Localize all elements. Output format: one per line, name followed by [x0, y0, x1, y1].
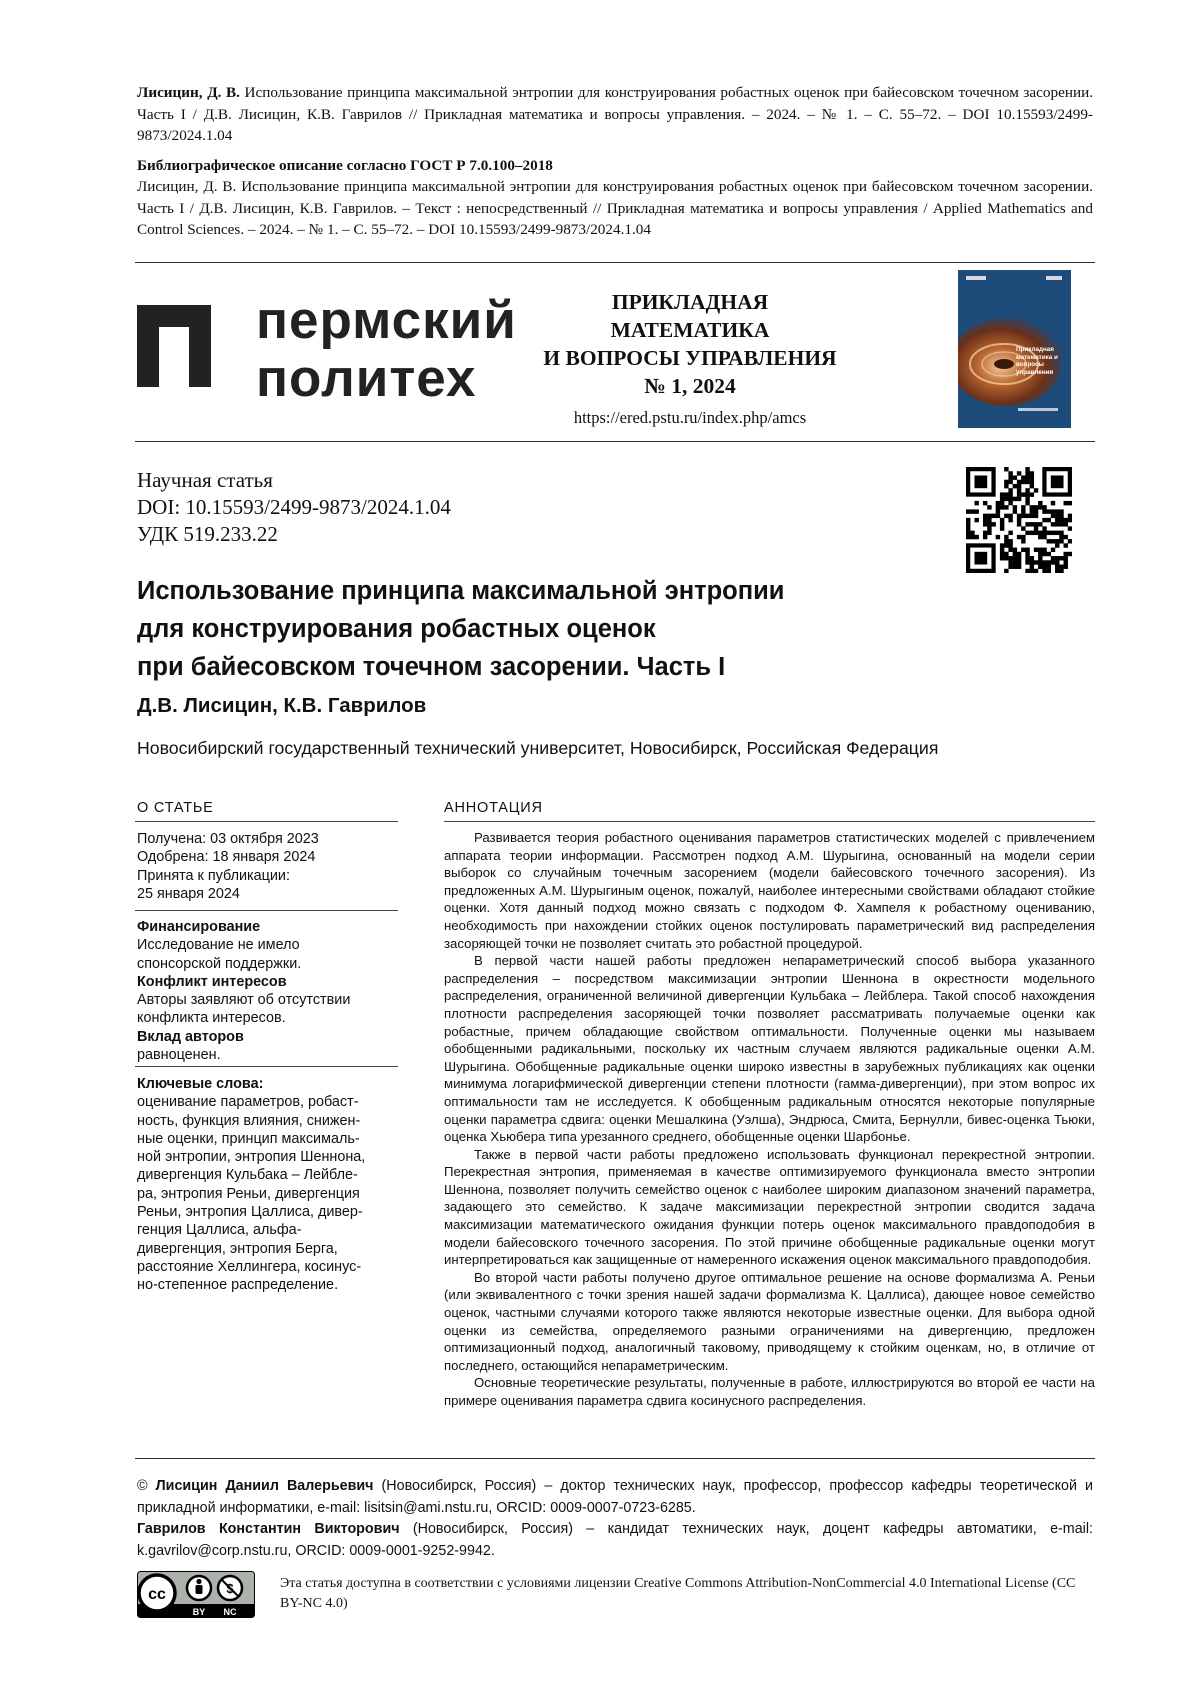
- about-heading: О СТАТЬЕ: [137, 800, 214, 816]
- title-line-2: для конструирования робастных оценок: [137, 610, 977, 648]
- article-doi[interactable]: DOI: 10.15593/2499-9873/2024.1.04: [137, 494, 451, 521]
- keywords-line: ность, функция влияния, снижен-: [137, 1112, 395, 1130]
- contribution-label: Вклад авторов: [137, 1029, 244, 1045]
- accepted-date: 25 января 2024: [137, 885, 395, 903]
- keywords-line: но-степенное распределение.: [137, 1276, 395, 1294]
- journal-title-line-2: И ВОПРОСЫ УПРАВЛЕНИЯ: [540, 344, 840, 372]
- article-type: Научная статья: [137, 467, 451, 494]
- article-udk: УДК 519.233.22: [137, 521, 451, 548]
- citation-text: Использование принципа максимальной энтропии для конструирования робастных оценок при байесовском точечном засорении. Часть I / Д.В. Лисицин, К.В. Гаврилов // Прикладная математика и вопросы управления. – 2024. – № 1. – С. 55–72. – DOI 10.15593/2499-9873/2024.1.04: [137, 84, 1093, 144]
- accepted-label: Принята к публикации:: [137, 867, 395, 885]
- nc-label: NC: [224, 1607, 237, 1617]
- gost-heading: Библиографическое описание согласно ГОСТ Р 7.0.100–2018: [137, 157, 553, 174]
- author-2-info: [137, 1519, 1093, 1562]
- svg-text:$: $: [226, 1581, 234, 1596]
- gost-reference: [137, 155, 1093, 241]
- author-info: [137, 1476, 1093, 1563]
- journal-cover-image: [958, 270, 1071, 428]
- gost-text: Лисицин, Д. В. Использование принципа максимальной энтропии для конструирования робастных оценок при байесовском точечном засорении. Часть I / Д.В. Лисицин, К.В. Гаврилов. – Текст : непосредственный // Прикладная математика и вопросы управления / Applied Mathematics and Control Sciences. – 2024. – № 1. – С. 55–72. – DOI 10.15593/2499-9873/2024.1.04: [137, 178, 1093, 238]
- citation-author: Лисицин, Д. В.: [137, 84, 240, 101]
- abstract-paragraph: В первой части нашей работы предложен непараметрический способ выбора указанного распределения – посредством максимизации энтропии Шеннона в окрестности модельного распределения, ограниченной величиной дивергенции Кульбака – Лейблера. Такой способ нахождения плотности распределения засоряющей точки позволяет рассматривать получаемые оценки как робастные, причем обладающие свойством оптимальности. Полученные оценки мы называем обобщенными радикальными, поскольку их частным случаем являются радикальные оценки А.М. Шурыгина. Обобщенные радикальные оценки широко известны в зарубежных публикациях как оценки минимума логарифмической дивергенции степени плотности (гамма-дивергенции), при этом вопрос их оптимальности там не исследуется. К обобщенным радикальным относятся некоторые популярные оценки параметра сдвига: оценки Мешалкина (Уэлша), Эндрюса, Смита, Бернулли, бивес-оценка Тьюки, оценка Хьюбера типа урезанного среднего, обобщенные оценки Шарбонье.: [444, 952, 1095, 1146]
- keywords-line: ные оценки, принцип максималь-: [137, 1130, 395, 1148]
- cc-label: cc: [148, 1586, 166, 1603]
- contribution-text: равноценен.: [137, 1046, 395, 1064]
- by-label: BY: [193, 1607, 206, 1617]
- keywords-line: дивергенция Кульбака – Лейбле-: [137, 1166, 395, 1184]
- citation-block: [137, 82, 1093, 249]
- article-meta: [137, 467, 451, 548]
- citation-reference: [137, 82, 1093, 147]
- copyright-sign: ©: [137, 1478, 148, 1494]
- keywords-line: расстояние Хеллингера, косинус-: [137, 1258, 395, 1276]
- dates-rule: [135, 910, 398, 911]
- abstract-paragraph: Также в первой части работы предложено использовать функционал перекрестной энтропии. Перекрестная энтропия, применяемая в качестве оптимизируемого функционала вместо энтропии Шеннона, позволяет получить семейство оценок с наиболее широким диапазоном значений параметра, задающего это семейство. К задаче максимизации перекрестной энтропии сводится задача максимизации математического ожидания функции потерь оценок максимального правдоподобия в модели байесовского точечного засорения. По этой причине обобщенные радикальные оценки могут интерпретироваться как защищенные от намеренного искажения оценок максимального правдоподобия.: [444, 1146, 1095, 1269]
- conflict-line-1: Авторы заявляют об отсутствии: [137, 991, 395, 1009]
- author-1-name: Лисицин Даниил Валерьевич: [156, 1478, 374, 1494]
- pnrpu-logo-text: [256, 292, 517, 408]
- keywords-line: ра, энтропия Реньи, дивергенция: [137, 1185, 395, 1203]
- cover-title: Прикладная математика и вопросы управления: [1016, 346, 1068, 376]
- body-divider: [135, 1458, 1095, 1459]
- keywords-line: генция Цаллиса, альфа-: [137, 1221, 395, 1239]
- received-date: Получена: 03 октября 2023: [137, 830, 395, 848]
- keywords-line: Реньи, энтропия Цаллиса, дивер-: [137, 1203, 395, 1221]
- journal-url[interactable]: https://ered.pstu.ru/index.php/amcs: [540, 404, 840, 432]
- conflict-label: Конфликт интересов: [137, 974, 287, 990]
- keywords-label: Ключевые слова:: [137, 1076, 263, 1092]
- license-text: Эта статья доступна в соответствии с условиями лицензии Creative Commons Attribution-NonCommercial 4.0 International License (CC BY-NC 4.0): [280, 1574, 1092, 1614]
- qr-code-icon: [966, 467, 1072, 573]
- abstract-rule: [444, 821, 1095, 822]
- funding-label: Финансирование: [137, 919, 260, 935]
- keywords-line: оценивание параметров, робаст-: [137, 1093, 395, 1111]
- journal-issue: № 1, 2024: [540, 372, 840, 400]
- journal-info: [540, 288, 840, 432]
- article-authors: Д.В. Лисицин, К.В. Гаврилов: [137, 694, 426, 718]
- header-divider: [135, 441, 1095, 442]
- author-1-details: (Новосибирск, Россия) – доктор технических наук, профессор, профессор кафедры теоретической и прикладной информатики, e-mail: lisitsin@ami.nstu.ru, ORCID: 0009-0007-0723-6285.: [137, 1478, 1093, 1516]
- author-2-details: (Новосибирск, Россия) – кандидат технических наук, доцент кафедры автоматики, e-mail: k.gavrilov@corp.nstu.ru, ORCID: 0009-0001-9252-9942.: [137, 1521, 1093, 1559]
- author-1-info: [137, 1476, 1093, 1519]
- keywords-line: дивергенция, энтропия Берга,: [137, 1240, 395, 1258]
- article-declarations: [137, 918, 395, 1064]
- pnrpu-logo-mark: [137, 305, 211, 387]
- journal-title-line-1: ПРИКЛАДНАЯ МАТЕМАТИКА: [540, 288, 840, 344]
- about-rule: [135, 821, 398, 822]
- logo-line-1: пермский: [256, 292, 517, 350]
- title-line-3: при байесовском точечном засорении. Часть I: [137, 648, 977, 686]
- top-divider: [135, 262, 1095, 263]
- abstract-body: [444, 829, 1095, 1410]
- abstract-paragraph: Во второй части работы получено другое оптимальное решение на основе формализма А. Реньи (или эквивалентного с точки зрения нашей задачи формализма К. Цаллиса), дающее новое семейство оценок, частными случаями которого также являются некоторые известные оценки. Для выбора одной оценки из семейства, определяемого разными ограничениями на дивергенцию, предложен оптимизационный подход, аналогичный таковому, приводящему к стойким оценкам, но, в отличие от последнего, остающийся непараметрическим.: [444, 1269, 1095, 1375]
- cc-by-nc-badge[interactable]: [137, 1571, 255, 1618]
- conflict-line-2: конфликта интересов.: [137, 1009, 395, 1027]
- abstract-paragraph: Развивается теория робастного оценивания параметров статистических моделей с привлечением аппарата теории информации. Рассмотрен подход А.М. Шурыгина, основанный на модели серии выборок со случайным точечным засорением (модели байесовского точечного засорения). Из предложенных А.М. Шурыгиным оценок, пожалуй, наиболее интересными свойствами обладают стойкие оценки. Хотя данный подход можно связать с подходом Ф. Хампеля к робастному оцениванию, необходимость при нахождении стойких оценок постулировать параметрический вид распределения засоряющей точки не позволяет считать это робастной процедурой.: [444, 829, 1095, 952]
- abstract-heading: АННОТАЦИЯ: [444, 800, 543, 816]
- logo-line-2: политех: [256, 350, 517, 408]
- title-line-1: Использование принципа максимальной энтропии: [137, 572, 977, 610]
- keywords-line: ной энтропии, энтропия Шеннона,: [137, 1148, 395, 1166]
- approved-date: Одобрена: 18 января 2024: [137, 848, 395, 866]
- abstract-paragraph: Основные теоретические результаты, полученные в работе, иллюстрируются во второй ее части на примере оценивания параметра сдвига косинусного распределения.: [444, 1374, 1095, 1409]
- declarations-rule: [135, 1066, 398, 1067]
- keywords-block: [137, 1075, 395, 1295]
- article-dates: [137, 830, 395, 903]
- funding-line-2: спонсорской поддержки.: [137, 955, 395, 973]
- funding-line-1: Исследование не имело: [137, 936, 395, 954]
- author-2-name: Гаврилов Константин Викторович: [137, 1521, 400, 1537]
- author-affiliation: Новосибирский государственный технический университет, Новосибирск, Российская Федерация: [137, 738, 938, 759]
- article-title: [137, 572, 977, 686]
